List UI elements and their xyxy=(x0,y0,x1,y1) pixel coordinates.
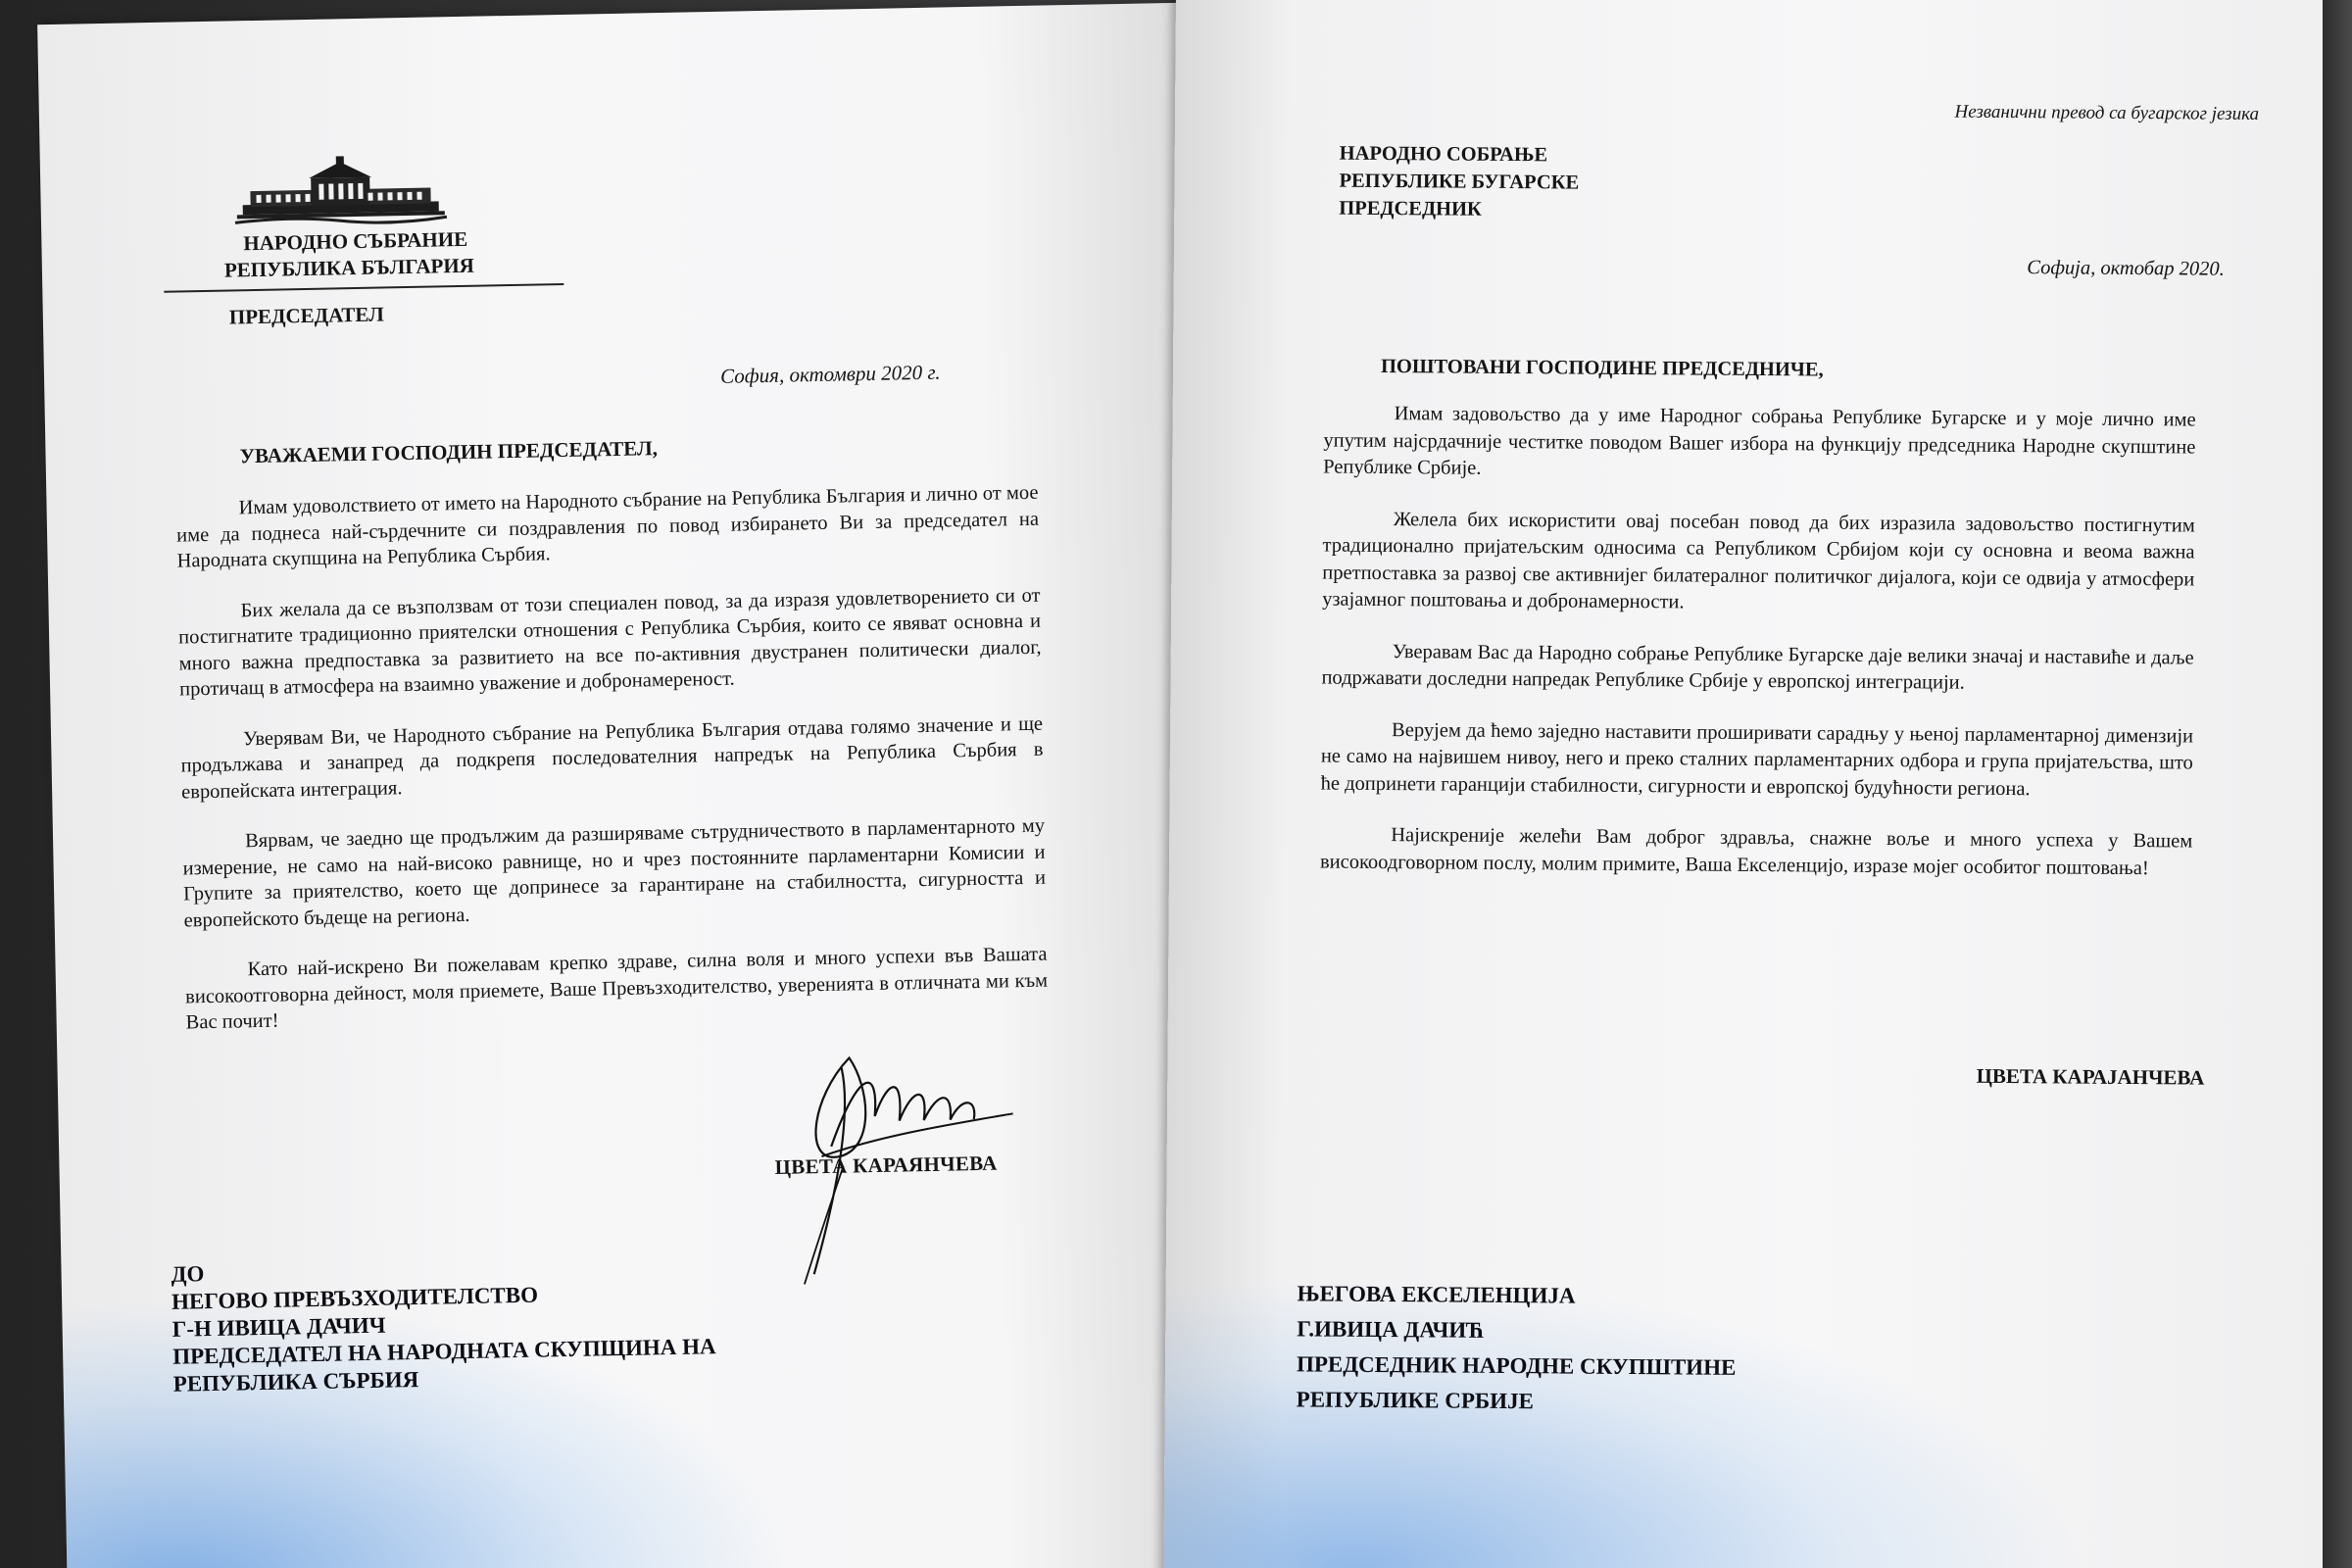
addressee-line: ДО xyxy=(171,1261,205,1287)
signatory-name: ЦВЕТА КАРАЯНЧЕВА xyxy=(774,1151,998,1179)
institution-line-2: РЕПУБЛИКА БЪЛГАРИЯ xyxy=(223,253,475,282)
letter-body xyxy=(1320,401,2196,907)
parliament-building-emblem-icon xyxy=(232,154,449,228)
body-paragraph: Като най-искрено Ви пожелавам крепко здраве, силна воля и много успехи във Вашата високоотговорна дейност, моля приемете, Ваше Превъзходителство, уверенията в отличната ми към Вас почит! xyxy=(184,943,1049,1034)
body-paragraph: Имам задовољство да у име Народног собрања Републике Бугарске и у моје лично име упутим најсрдачније честитке поводом Вашег избора на функцију председника Народне скупштине Републике Србије. xyxy=(1323,403,2196,479)
institution-line-1: НАРОДНО СЪБРАНИЕ xyxy=(243,226,468,256)
addressee-block xyxy=(171,1250,716,1398)
body-paragraph: Уверавам Вас да Народно собрање Републике Бугарске даје велики значај и наставиће и даље подржавати доследни напредак Републике Србије у европској интеграцији. xyxy=(1321,640,2194,694)
desk-edge-shadow xyxy=(2323,0,2352,1568)
addressee-line: НЕГОВО ПРЕВЪЗХОДИТЕЛСТВО xyxy=(171,1282,539,1314)
letterhead-rule xyxy=(164,283,564,293)
body-paragraph: Бих желала да се възползвам от този специален повод, за да изразя удовлетворението си от постигнатите традиционно приятелски отношения с Република Сърбия, които се явяват основна и много важна предпоставка за развитието на все по-активния двустранен политически диалог, протичащ в атмосфера на взаимно уважение и добронамереност. xyxy=(177,584,1042,701)
body-paragraph: Најискреније желећи Вам доброг здравља, снажне воље и много успеха у Вашем високоодговорном послу, молим примите, Ваша Екселенцијо, изразе мојег особитог поштовања! xyxy=(1319,824,2193,879)
salutation: УВАЖАЕМИ ГОСПОДИН ПРЕДСЕДАТЕЛ, xyxy=(239,436,659,468)
institution-line: РЕПУБЛИКЕ БУГАРСКЕ xyxy=(1339,170,1580,194)
translation-note: Незванични превод са бугарског језика xyxy=(1954,101,2260,125)
institution-line: ПРЕДСЕДНИК xyxy=(1339,197,1482,220)
body-paragraph: Желела бих искористити овај посебан повод да бих изразила задовољство постигнутим традиционално пријатељским односима са Републиком Србијом који су основна и веома важна претпоставка за развој све активнијег билатералног политичког дијалога, који се одвија у атмосфери узајамног поштовања и добронамерности. xyxy=(1322,508,2195,613)
addressee-line: Г-Н ИВИЦА ДАЧИЧ xyxy=(172,1312,386,1342)
addressee-line: РЕПУБЛИКЕ СРБИЈЕ xyxy=(1296,1387,1535,1414)
letter-body xyxy=(175,480,1049,1060)
letter-date: София, октомври 2020 г. xyxy=(719,360,941,388)
institution-line: НАРОДНО СОБРАЊЕ xyxy=(1339,142,1548,167)
letter-page-bulgarian xyxy=(37,3,1212,1568)
institution-name xyxy=(1339,140,1579,224)
addressee-line: ПРЕДСЕДАТЕЛ НА НАРОДНАТА СКУПЩИНА НА xyxy=(172,1334,716,1369)
salutation: ПОШТОВАНИ ГОСПОДИНЕ ПРЕДСЕДНИЧЕ, xyxy=(1380,355,1824,381)
body-paragraph: Вярвам, че заедно ще продължим да разширяваме сътрудничеството в парламентарното му измерение, не само на най-високо равнище, но и чрез постоянните парламентарни Комисии и Групите за приятелство, което ще допринесе за гарантиране на стабилността, сигурността и европейското бъдеще на региона. xyxy=(182,814,1047,932)
letter-page-serbian-translation xyxy=(1163,0,2342,1568)
addressee-line: Г.ИВИЦА ДАЧИЋ xyxy=(1297,1316,1485,1343)
sender-role: ПРЕДСЕДАТЕЛ xyxy=(228,302,385,329)
body-paragraph: Уверявам Ви, че Народното събрание на Република България отдава голямо значение и ще продължава и занапред да подкрепя последователния напредък на Република Сърбия в европейската интеграция. xyxy=(180,712,1044,804)
body-paragraph: Верујем да ћемо заједно наставити проширивати сарадњу у њеној парламентарној димензији не само на највишем нивоу, него и преко сталних парламентарних одбора и група пријатељства, што ће допринети гаранцији стабилности, сигурности и европској будућности региона. xyxy=(1320,718,2194,800)
letter-date: Софија, октобар 2020. xyxy=(2027,257,2225,280)
body-paragraph: Имам удоволствието от името на Народното събрание на Република България и лично от мое име да поднеса най-сърдечните си поздравления по повод избирането Ви за председател на Народната скупщина на Република Сърбия. xyxy=(175,481,1040,572)
institution-name xyxy=(198,224,571,284)
signatory-name: ЦВЕТА КАРАЈАНЧЕВА xyxy=(1976,1063,2205,1090)
handwritten-signature xyxy=(780,1025,1020,1304)
addressee-block xyxy=(1297,1276,1737,1421)
addressee-line: ПРЕДСЕДНИК НАРОДНЕ СКУПШТИНЕ xyxy=(1296,1351,1737,1380)
addressee-line: РЕПУБЛИКА СЪРБИЯ xyxy=(172,1366,419,1396)
addressee-line: ЊЕГОВА ЕКСЕЛЕНЦИЈА xyxy=(1297,1281,1576,1308)
